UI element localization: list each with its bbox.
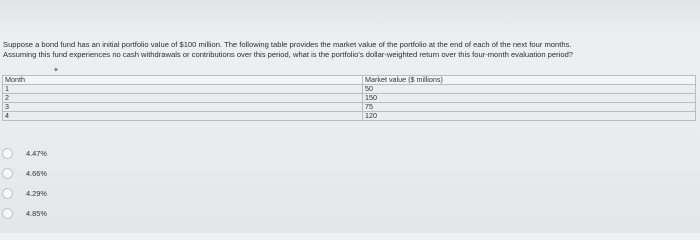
- answer-options: [2, 143, 47, 223]
- value-cell: 75: [363, 103, 696, 112]
- option-label: 4.29%: [26, 188, 47, 198]
- answer-option-2[interactable]: [2, 163, 47, 183]
- radio-button[interactable]: [2, 168, 13, 179]
- top-blurred-strip: [0, 0, 700, 38]
- table-row: [3, 112, 696, 121]
- market-value-table: [2, 75, 696, 121]
- header-month: Month: [3, 76, 363, 85]
- month-cell: 3: [3, 103, 363, 112]
- radio-button[interactable]: [2, 188, 13, 199]
- answer-option-1[interactable]: [2, 143, 47, 163]
- table-row: [3, 103, 696, 112]
- table-header-row: [3, 76, 696, 85]
- value-cell: 150: [363, 94, 696, 103]
- table-row: [3, 94, 696, 103]
- answer-option-4[interactable]: [2, 203, 47, 223]
- answer-option-3[interactable]: [2, 183, 47, 203]
- option-label: 4.66%: [26, 168, 47, 178]
- question-line-1: Suppose a bond fund has an initial portfolio value of $100 million. The following table provides the market value of the portfolio at the end of each of the next four months.: [3, 40, 572, 49]
- month-cell: 1: [3, 85, 363, 94]
- value-cell: 120: [363, 112, 696, 121]
- header-market-value: Market value ($ millions): [363, 76, 696, 85]
- radio-button[interactable]: [2, 208, 13, 219]
- question-text: [3, 40, 697, 60]
- question-line-2: Assuming this fund experiences no cash withdrawals or contributions over this period, what is the portfolio's dollar-weighted return over this four-month evaluation period?: [3, 50, 574, 59]
- radio-button[interactable]: [2, 148, 13, 159]
- option-label: 4.47%: [26, 148, 47, 158]
- option-label: 4.85%: [26, 208, 47, 218]
- value-cell: 50: [363, 85, 696, 94]
- month-cell: 4: [3, 112, 363, 121]
- mouse-cursor-icon: ✦: [53, 67, 59, 74]
- table-row: [3, 85, 696, 94]
- month-cell: 2: [3, 94, 363, 103]
